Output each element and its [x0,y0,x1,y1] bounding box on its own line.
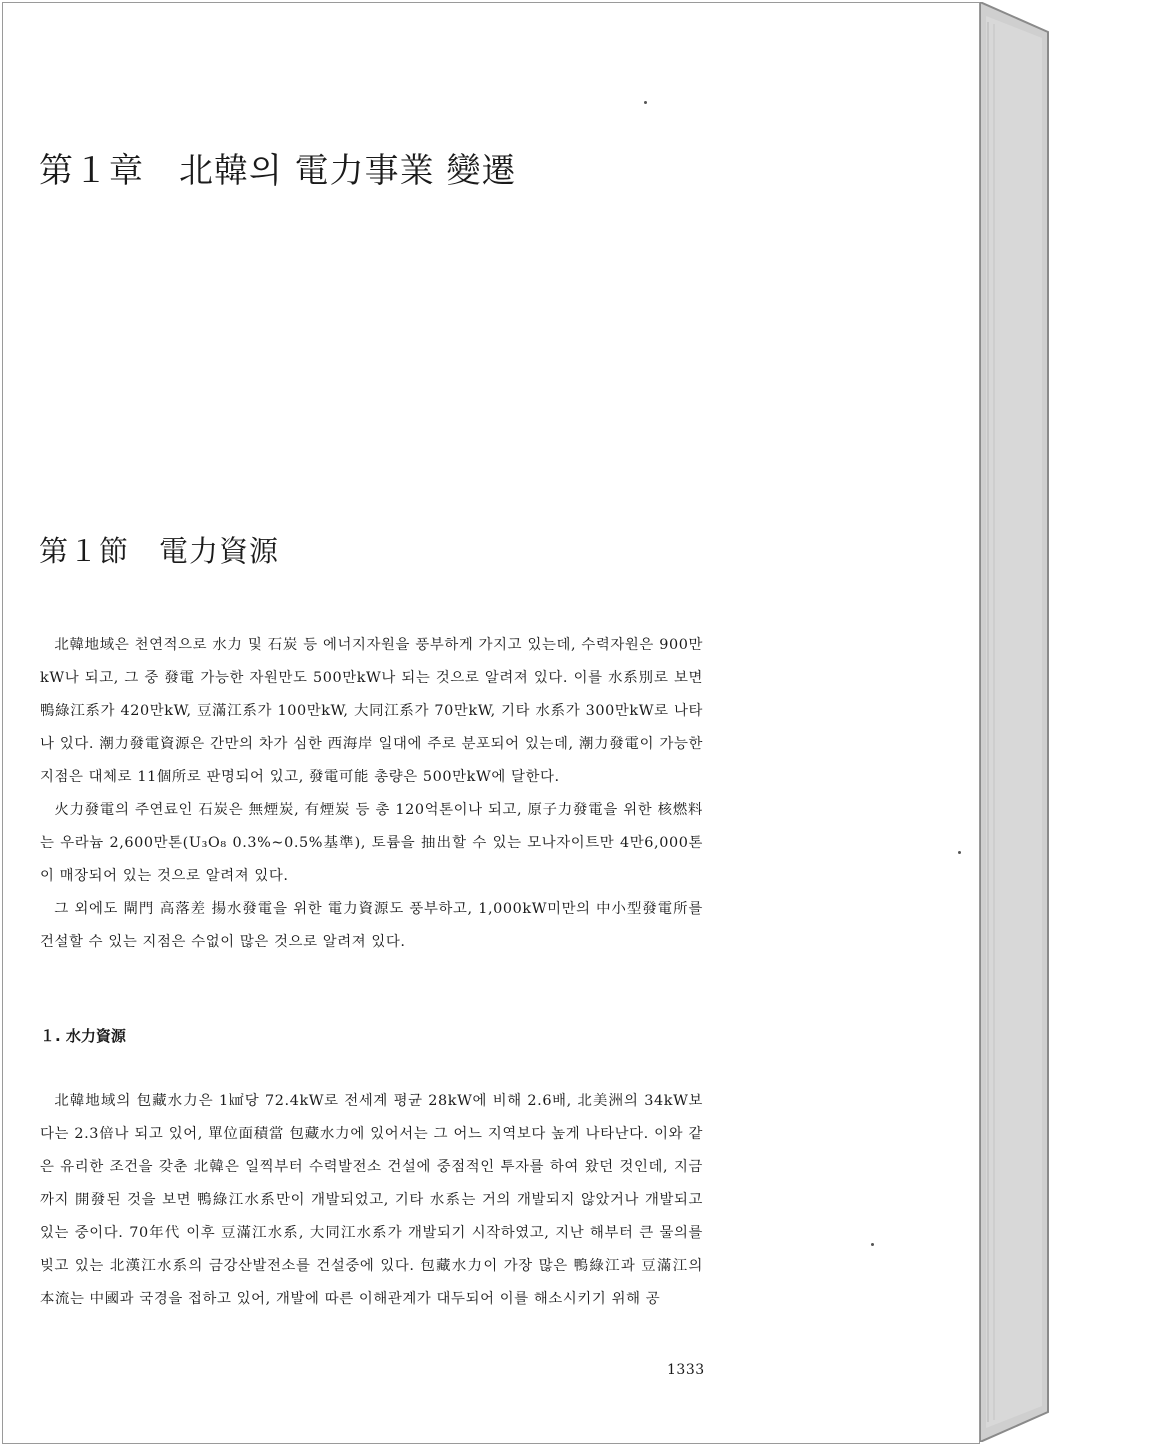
section-title: 第１節 電力資源 [39,534,280,568]
paragraph: 그 외에도 閘門 高落差 揚水發電을 위한 電力資源도 풍부하고, 1,000kW미만의 中小型發電所를 건설할 수 있는 지점은 수없이 많은 것으로 알려져 있다. [40,901,703,950]
scan-speck [958,851,961,854]
scan-speck [871,1243,874,1246]
paragraph: 北韓地域의 包藏水力은 1㎢당 72.4kW로 전세계 평균 28kW에 비해 2.6배, 北美洲의 34kW보다는 2.3倍나 되고 있어, 單位面積當 包藏水力에 있어서는 그 어느 지역보다 높게 나타난다. 이와 같은 유리한 조건을 갖춘 北韓은 일찍부터 수력발전소 건설에 중점적인 투자를 하여 왔던 것인데, 지금까지 開發된 것을 보면 鴨綠江水系만이 개발되었고, 기타 水系는 거의 개발되지 않았거나 개발되고 있는 중이다. 70年代 이후 豆滿江水系, 大同江水系가 개발되기 시작하였고, 지난 해부터 큰 물의를 빚고 있는 北漢江水系의 금강산발전소를 건설중에 있다. 包藏水力이 가장 많은 鴨綠江과 豆滿江의 本流는 中國과 국경을 접하고 있어, 개발에 따른 이해관계가 대두되어 이를 해소시키기 위해 공 [40,1093,703,1307]
paragraph: 火力發電의 주연료인 石炭은 無煙炭, 有煙炭 등 총 120억톤이나 되고, 原子力發電을 위한 核燃料는 우라늄 2,600만톤(U₃O₈ 0.3%∼0.5%基準), 토륨을 抽出할 수 있는 모나자이트만 4만6,000톤이 매장되어 있는 것으로 알려져 있다. [40,802,703,884]
intro-text-block [40,629,703,959]
book-edge-graphic [980,2,1050,1442]
paragraph: 北韓地域은 천연적으로 水力 및 石炭 등 에너지자원을 풍부하게 가지고 있는데, 수력자원은 900만kW나 되고, 그 중 發電 가능한 자원만도 500만kW나 되는 것으로 알려져 있다. 이를 水系別로 보면 鴨綠江系가 420만kW, 豆滿江系가 100만kW, 大同江系가 70만kW, 기타 水系가 300만kW로 나타나 있다. 潮力發電資源은 간만의 차가 심한 西海岸 일대에 주로 분포되어 있는데, 潮力發電이 가능한 지점은 대체로 11個所로 판명되어 있고, 發電可能 총량은 500만kW에 달한다. [40,637,703,785]
book-spine [980,2,1050,1442]
hydro-text-block [40,1085,703,1316]
document-page [2,2,980,1444]
page-number: 1333 [667,1362,705,1378]
scan-speck [644,101,647,104]
chapter-title: 第１章 北韓의 電力事業 變遷 [39,151,517,191]
subsection-title: １. 水力資源 [40,1027,126,1045]
